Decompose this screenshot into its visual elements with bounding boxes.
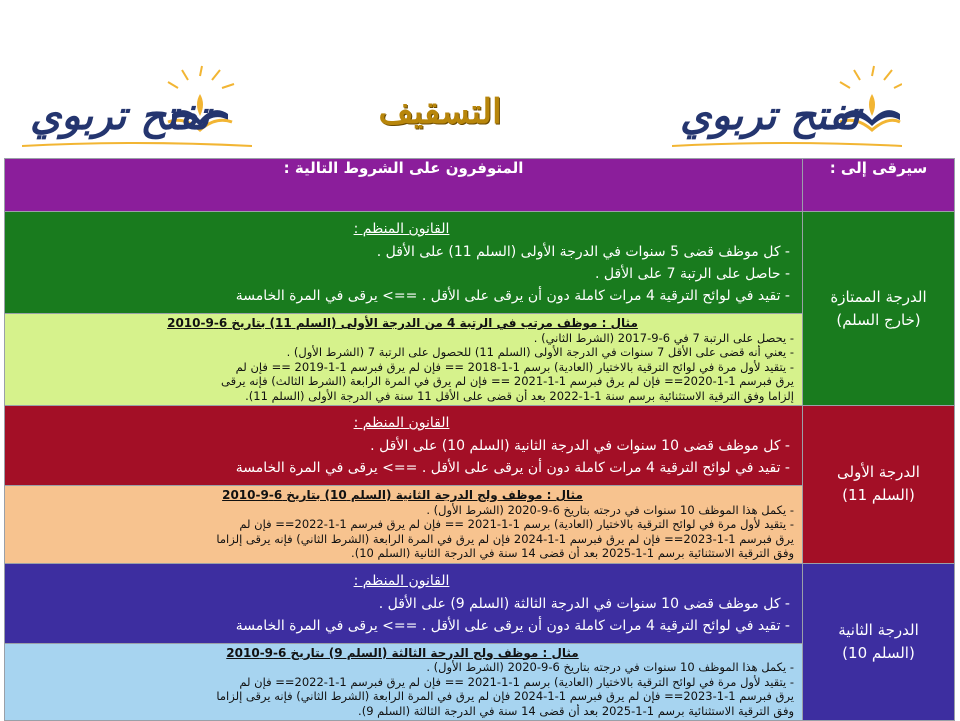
grade-cell bbox=[803, 212, 955, 406]
example-line: إلزاما وفق الترقية الاستثنائية برسم سنة 1-1-2022 بعد أن قضى على الأقل 11 سنة في الدرجة الأولى (السلم 11). bbox=[245, 388, 794, 403]
example-line: يرق فبرسم 1-1-2020== فإن لم يرق فبرسم 1-1-2021 == فإن لم يرق في المرة الرابعة (الشرط الثالث) فإنه يرقى bbox=[220, 374, 794, 388]
example-cell bbox=[5, 643, 803, 721]
law-line: - تقيد في لوائح الترقية 4 مرات كاملة دون أن يرقى على الأقل . ==> يرقى في المرة الخامسة bbox=[235, 617, 790, 634]
promotion-table bbox=[4, 158, 955, 721]
grade-label: الدرجة الممتازة bbox=[830, 287, 927, 306]
example-line: - يعني أنه قضى على الأقل 7 سنوات في الدرجة الأولى (السلم 11) للحصول على الرتبة 7 (الشرط الأول) . bbox=[286, 345, 794, 359]
example-line: - يكمل هذا الموظف 10 سنوات في درجته بتاريخ 6-9-2020 (الشرط الأول) . bbox=[426, 660, 794, 674]
law-line: - كل موظف قضى 5 سنوات في الدرجة الأولى (السلم 11) على الأقل . bbox=[376, 244, 790, 260]
example-title: مثال : موظف ولج الدرجة الثانية (السلم 10) بتاريخ 6-9-2010 bbox=[222, 488, 583, 502]
table-row bbox=[5, 212, 955, 314]
example-line: - يحصل على الرتبة 7 في 6-9-2017 (الشرط الثاني) . bbox=[533, 330, 794, 345]
brand-logo-left bbox=[22, 62, 252, 152]
law-line: - تقيد في لوائح الترقية 4 مرات كاملة دون أن يرقى على الأقل . ==> يرقى في المرة الخامسة bbox=[235, 288, 790, 304]
example-title: مثال : موظف ولج الدرجة الثالثة (السلم 9) بتاريخ 6-9-2010 bbox=[226, 645, 579, 660]
brand-logo-text: تفتح تربوي bbox=[30, 92, 210, 139]
example-line: وفق الترقية الاستثنائية برسم 1-1-2025 بعد أن قضى 14 سنة في الدرجة الثانية (السلم 10). bbox=[351, 546, 794, 560]
law-title: القانون المنظم : bbox=[353, 572, 450, 589]
example-cell bbox=[5, 486, 803, 564]
example-line: - يتقيد لأول مرة في لوائح الترقية بالاختيار (العادية) برسم 1-1-2018 == فإن لم يرق فبرسم 1-1-2019 == فإن لم bbox=[235, 359, 794, 374]
header-promote-to: سيرقى إلى : bbox=[803, 159, 955, 212]
example-line: يرق فبرسم 1-1-2023== فإن لم يرق فبرسم 1-1-2024 فإن لم يرق في المرة الرابعة (الشرط الثاني) فإنه يرقى إلزاما bbox=[216, 531, 794, 546]
law-title: القانون المنظم : bbox=[353, 221, 450, 237]
law-line: - تقيد في لوائح الترقية 4 مرات كاملة دون أن يرقى على الأقل . ==> يرقى في المرة الخامسة bbox=[235, 460, 790, 476]
example-cell bbox=[5, 314, 803, 406]
example-title: مثال : موظف مرتب في الرتبة 4 من الدرجة الأولى (السلم 11) بتاريخ 6-9-2010 bbox=[167, 316, 638, 330]
grade-cell bbox=[803, 563, 955, 721]
grade-label: الدرجة الثانية bbox=[838, 620, 919, 639]
law-line: - كل موظف قضى 10 سنوات في الدرجة الثالثة (السلم 9) على الأقل . bbox=[378, 595, 790, 612]
brand-logo-right bbox=[672, 62, 902, 152]
example-line: وفق الترقية الاستثنائية برسم 1-1-2025 بعد أن قضى 14 سنة في الدرجة الثالثة (السلم 9). bbox=[358, 703, 794, 718]
grade-scale: (السلم 10) bbox=[842, 643, 915, 662]
law-cell bbox=[5, 406, 803, 486]
header-conditions: المتوفرون على الشروط التالية : bbox=[5, 159, 803, 212]
law-cell bbox=[5, 563, 803, 643]
example-line: - يتقيد لأول مرة في لوائح الترقية بالاختيار (العادية) برسم 1-1-2021 == فإن لم يرق فبرسم 1-1-2022== فإن لم bbox=[239, 517, 794, 531]
grade-cell bbox=[803, 406, 955, 564]
law-cell bbox=[5, 212, 803, 314]
brand-logo-text: تفتح تربوي bbox=[680, 92, 860, 139]
grade-label: الدرجة الأولى bbox=[837, 463, 920, 482]
grade-scale: (السلم 11) bbox=[842, 486, 915, 505]
law-title: القانون المنظم : bbox=[353, 415, 450, 431]
example-line: - يتقيد لأول مرة في لوائح الترقية بالاختيار (العادية) برسم 1-1-2021 == فإن لم يرق فبرسم 1-1-2022== فإن لم bbox=[239, 674, 794, 689]
table-row bbox=[5, 563, 955, 643]
law-line: - حاصل على الرتبة 7 على الأقل . bbox=[595, 266, 790, 282]
law-line: - كل موظف قضى 10 سنوات في الدرجة الثانية (السلم 10) على الأقل . bbox=[370, 438, 790, 454]
example-line: يرق فبرسم 1-1-2023== فإن لم يرق فبرسم 1-1-2024 فإن لم يرق في المرة الرابعة (الشرط الثاني) فإنه يرقى إلزاما bbox=[216, 689, 794, 703]
example-line: - يكمل هذا الموظف 10 سنوات في درجته بتاريخ 6-9-2020 (الشرط الأول) . bbox=[426, 502, 794, 517]
page-title: التسقيف bbox=[378, 92, 502, 132]
grade-scale: (خارج السلم) bbox=[836, 310, 921, 329]
table-row bbox=[5, 406, 955, 486]
table-header-row bbox=[5, 159, 955, 212]
